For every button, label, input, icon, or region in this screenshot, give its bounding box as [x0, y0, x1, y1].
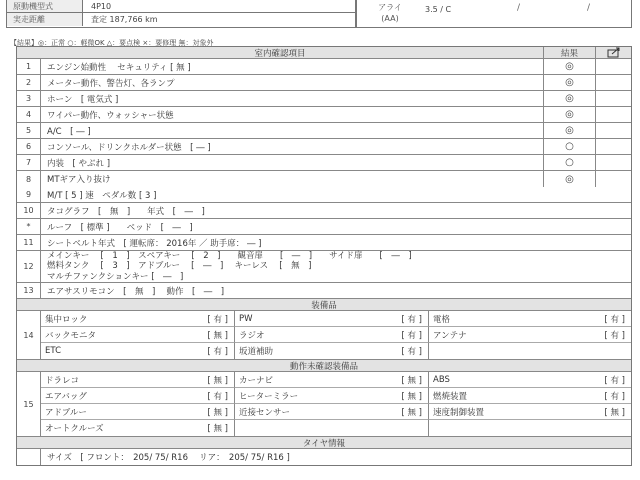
equipment-cell — [235, 420, 429, 436]
blank-cell — [595, 75, 631, 90]
tire-section-header: タイヤ情報 — [17, 437, 631, 449]
keys-line: マルチファンクションキー [ ― ] — [47, 271, 184, 282]
equipment-cell — [41, 327, 235, 343]
alignment-box — [356, 0, 632, 28]
interior-check-table — [16, 46, 632, 466]
equipment-value: [ 有 ] — [604, 330, 625, 341]
row-number: 2 — [17, 75, 41, 90]
result-mark: ◎ — [543, 75, 595, 90]
equipment-cell — [429, 372, 631, 388]
equipment-label: ABS — [433, 374, 450, 385]
equipment-label: PW — [239, 313, 253, 324]
blank-cell — [595, 139, 631, 154]
equipment-value: [ 無 ] — [207, 424, 228, 434]
keys-info — [41, 251, 631, 282]
row-number: 13 — [17, 283, 41, 298]
share-export-icon[interactable] — [595, 47, 631, 58]
equipment-value: [ 無 ] — [401, 375, 422, 386]
table-row — [17, 251, 631, 283]
equipment-label: ETC — [45, 346, 61, 356]
row-number: 15 — [17, 372, 41, 436]
row-text: M/T [ 5 ] 速 ペダル数 [ 3 ] — [47, 190, 157, 201]
table-row — [17, 107, 631, 123]
row-text: シートベルト年式 [ 運転席： 2016年 ／ 助手席： ― ] — [47, 238, 262, 249]
equipment-label: 集中ロック — [45, 314, 88, 325]
row-text: タコグラフ [ 無 ] 年式 [ ― ] — [47, 206, 205, 217]
blank-cell — [595, 155, 631, 170]
engine-model-row — [7, 0, 355, 13]
row-number: 8 — [17, 171, 41, 187]
table-row — [17, 123, 631, 139]
equipment-label: ラジオ — [239, 330, 265, 341]
equipment-cell — [235, 311, 429, 327]
equipment-cell — [41, 343, 235, 359]
blank-cell — [595, 91, 631, 106]
result-mark: ◎ — [543, 171, 595, 187]
table-row — [17, 91, 631, 107]
engine-model-value: 4P10 — [91, 1, 112, 11]
row-number: 11 — [17, 235, 41, 250]
blank-cell — [595, 123, 631, 138]
table-row — [17, 139, 631, 155]
equipment-cell — [235, 388, 429, 404]
mileage-row — [7, 13, 355, 26]
equipment-value: [ 有 ] — [604, 375, 625, 386]
table-row — [17, 75, 631, 91]
equipment-cell — [41, 420, 235, 436]
result-mark: ◎ — [543, 123, 595, 138]
equipment-cell — [41, 372, 235, 388]
equipment-grid — [41, 311, 631, 359]
equipment-value: [ 無 ] — [207, 407, 228, 418]
equipment-value: [ 有 ] — [401, 330, 422, 341]
tire-size-text: サイズ [ フロント： 205/ 75/ R16 リア： 205/ 75/ R16 ] — [47, 453, 290, 463]
table-row — [17, 187, 631, 203]
row-text: メーター動作、警告灯、各ランプ — [47, 78, 175, 89]
equipment-cell — [429, 343, 631, 359]
unverified-block — [17, 372, 631, 437]
keys-line: 燃料タンク [ 3 ] アドブルー [ ― ] キーレス [ 無 ] — [47, 261, 312, 272]
table-title: 室内確認項目 — [254, 48, 306, 59]
equipment-cell — [41, 388, 235, 404]
equipment-cell — [41, 404, 235, 420]
result-mark: ◎ — [543, 91, 595, 106]
equipment-value: [ 無 ] — [401, 407, 422, 418]
table-row — [17, 219, 631, 235]
result-mark: ○ — [543, 155, 595, 170]
equipment-cell — [429, 404, 631, 420]
equipment-cell — [41, 311, 235, 327]
equipment-label: アドブルー — [45, 407, 87, 418]
equipment-label: ヒーターミラー — [239, 391, 299, 402]
equipment-cell — [235, 327, 429, 343]
equipment-value: [ 有 ] — [604, 391, 625, 402]
row-number: 12 — [17, 251, 41, 282]
equipment-label: 速度制御装置 — [433, 407, 485, 418]
row-number: 14 — [17, 311, 41, 359]
equipment-label: ドラレコ — [45, 375, 80, 386]
equipment-value: [ 有 ] — [207, 314, 228, 325]
vehicle-info-box — [6, 0, 356, 28]
equipment-value: [ 無 ] — [207, 330, 228, 341]
row-number: 1 — [17, 59, 41, 74]
equipment-label: 燃焼装置 — [433, 391, 468, 402]
header-strip — [0, 0, 640, 28]
equipment-label: オートクルーズ — [45, 424, 104, 434]
row-text: ルーフ [ 標準 ] ベッド [ ― ] — [47, 222, 193, 233]
equipment-section-header: 装備品 — [17, 299, 631, 311]
row-text: エアサスリモコン [ 無 ] 動作 [ ― ] — [47, 286, 225, 297]
equipment-value: [ 有 ] — [207, 347, 228, 357]
equipment-value: [ 無 ] — [207, 375, 228, 386]
equipment-label: カーナビ — [239, 375, 274, 386]
mileage-value: 査定 187,766 km — [91, 15, 158, 24]
equipment-block — [17, 311, 631, 360]
equipment-value: [ 有 ] — [401, 347, 422, 357]
row-number — [17, 449, 41, 465]
equipment-cell — [429, 327, 631, 343]
equipment-cell — [235, 372, 429, 388]
alignment-value: 3.5 / C — [425, 5, 452, 14]
table-row — [17, 235, 631, 251]
blank-cell — [595, 171, 631, 187]
row-number: 3 — [17, 91, 41, 106]
table-row — [17, 155, 631, 171]
equipment-cell — [429, 420, 631, 436]
row-number: 5 — [17, 123, 41, 138]
result-column-header: 結果 — [543, 47, 595, 58]
table-row — [17, 171, 631, 187]
alignment-slash: / — [587, 3, 591, 13]
row-text: コンソール、ドリンクホルダー状態 [ ― ] — [47, 142, 211, 153]
equipment-cell — [429, 311, 631, 327]
equipment-value: [ 有 ] — [604, 314, 625, 325]
result-mark: ◎ — [543, 107, 595, 122]
blank-cell — [595, 107, 631, 122]
row-text: MTギア入り抜け — [47, 175, 111, 185]
row-number: 7 — [17, 155, 41, 170]
row-text: ホーン [ 電気式 ] — [47, 94, 119, 105]
equipment-value: [ 有 ] — [207, 391, 228, 402]
keys-line: メインキー [ 1 ] スペアキー [ 2 ] 観音扉 [ ― ] サイド扉 [ ― ] — [47, 250, 412, 261]
row-text: エンジン始動性 セキュリティ [ 無 ] — [47, 62, 191, 73]
engine-model-label: 原動機型式 — [7, 0, 83, 12]
result-mark: ◎ — [543, 59, 595, 74]
unverified-grid — [41, 372, 631, 436]
equipment-value: [ 無 ] — [604, 407, 625, 418]
equipment-value: [ 有 ] — [401, 314, 422, 325]
table-row — [17, 449, 631, 465]
table-row — [17, 283, 631, 299]
row-number: 6 — [17, 139, 41, 154]
result-mark: ○ — [543, 139, 595, 154]
equipment-label: 電格 — [433, 314, 451, 325]
equipment-label: アンテナ — [433, 330, 467, 341]
result-legend: 【結果】◎：正常 ○：軽微OK △：要点検 ×：要修理 無：対象外 — [10, 39, 214, 47]
blank-cell — [595, 59, 631, 74]
equipment-label: 坂道補助 — [239, 347, 274, 357]
equipment-cell — [429, 388, 631, 404]
table-header — [17, 47, 631, 59]
row-number: 4 — [17, 107, 41, 122]
alignment-label: アライ (AA) — [378, 3, 402, 23]
row-number: 9 — [17, 187, 41, 202]
row-text: ワイパー動作、ウォッシャー状態 — [47, 110, 174, 121]
mileage-label: 実走距離 — [7, 13, 83, 26]
row-text: A/C [ ― ] — [47, 126, 91, 137]
row-number: 10 — [17, 203, 41, 218]
table-row — [17, 59, 631, 75]
equipment-label: バックモニタ — [45, 330, 97, 341]
table-row — [17, 203, 631, 219]
equipment-label: 近接センサー — [239, 407, 291, 418]
equipment-value: [ 無 ] — [401, 391, 422, 402]
row-number: * — [17, 219, 41, 234]
equipment-cell — [235, 404, 429, 420]
alignment-slash: / — [517, 3, 521, 13]
row-text: 内装 [ やぶれ ] — [47, 158, 111, 169]
equipment-cell — [235, 343, 429, 359]
unverified-section-header: 動作未確認装備品 — [17, 360, 631, 372]
equipment-label: エアバッグ — [45, 391, 87, 402]
